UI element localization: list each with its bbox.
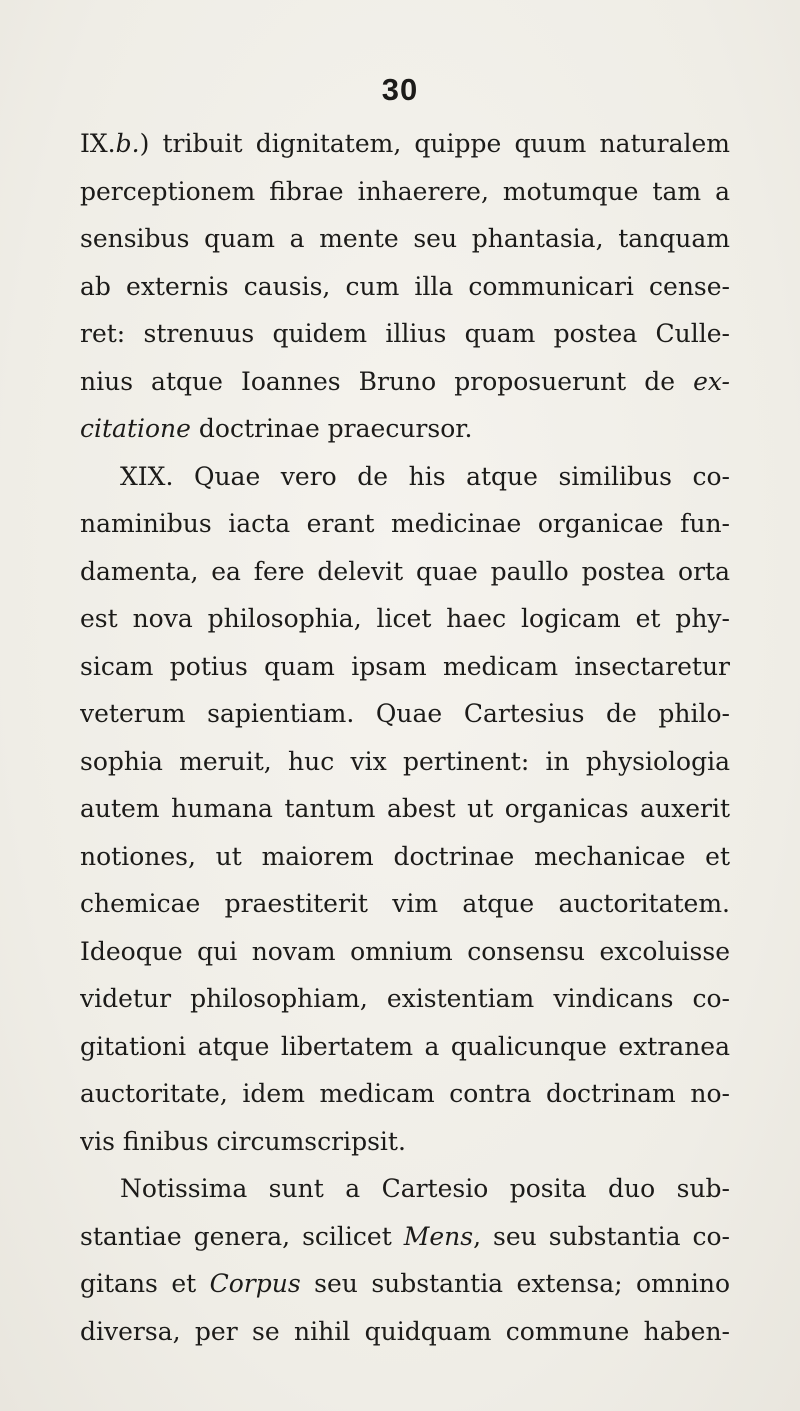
- text-line: [80, 500, 730, 548]
- text-run: chemicae praestiterit vim atque auctoritatem.: [80, 889, 730, 918]
- text-run: naminibus iacta erant medicinae organicae fun-: [80, 509, 730, 538]
- text-run: ret: strenuus quidem illius quam postea Culle-: [80, 319, 730, 348]
- text-line: [80, 215, 730, 263]
- text-line: [80, 975, 730, 1023]
- text-line: [80, 120, 730, 168]
- text-line: [80, 833, 730, 881]
- text-run: ab externis causis, cum illa communicari cense-: [80, 271, 730, 301]
- text-line: [80, 1023, 730, 1071]
- text-run: sensibus quam a mente seu phantasia, tanquam: [80, 224, 730, 253]
- body-text: [80, 120, 730, 1355]
- text-line: [80, 595, 730, 643]
- text-line: [80, 405, 730, 453]
- text-line: [80, 1070, 730, 1118]
- text-line: [80, 1260, 730, 1308]
- text-run: damenta, ea fere delevit quae paullo postea orta: [80, 556, 730, 586]
- text-run: XIX. Quae vero de his atque similibus co-: [120, 461, 730, 491]
- text-run: nius atque Ioannes Bruno proposuerunt de: [80, 366, 694, 396]
- text-run: gitans et: [80, 1269, 210, 1298]
- text-run: Ideoque qui novam omnium consensu excoluisse: [80, 936, 730, 966]
- text-run: doctrinae praecursor.: [190, 414, 473, 443]
- text-line: [80, 643, 730, 691]
- text-line: [80, 690, 730, 738]
- text-run: , seu substantia co-: [473, 1221, 730, 1251]
- italic-text: citatione: [80, 414, 191, 443]
- text-run: autem humana tantum abest ut organicas auxerit: [80, 794, 730, 823]
- italic-text: Mens: [403, 1221, 474, 1251]
- text-line: [80, 1308, 730, 1356]
- text-run: diversa, per se nihil quidquam commune haben-: [80, 1316, 730, 1346]
- text-run: IX.: [80, 129, 116, 158]
- text-line: [80, 738, 730, 786]
- text-line: [80, 928, 730, 976]
- text-line: [80, 453, 730, 501]
- text-line: [80, 168, 730, 216]
- text-run: stantiae genera, scilicet: [80, 1221, 404, 1251]
- text-line: [80, 263, 730, 311]
- text-line: [80, 1118, 730, 1166]
- text-run: ) tribuit dignitatem, quippe quum naturalem: [139, 129, 730, 158]
- italic-text: Corpus: [209, 1269, 301, 1298]
- page-number: 30: [381, 72, 419, 107]
- text-run: veterum sapientiam. Quae Cartesius de philo-: [80, 699, 730, 728]
- text-line: [80, 358, 730, 406]
- text-run: sicam potius quam ipsam medicam insectaretur: [80, 651, 730, 681]
- text-run: seu substantia extensa; omnino: [300, 1269, 730, 1298]
- italic-text: b.: [115, 129, 140, 158]
- text-run: auctoritate, idem medicam contra doctrinam no-: [80, 1079, 730, 1108]
- text-run: Notissima sunt a Cartesio posita duo sub-: [120, 1174, 730, 1203]
- text-run: vis finibus circumscripsit.: [80, 1126, 406, 1156]
- text-run: perceptionem fibrae inhaerere, motumque tam a: [80, 176, 730, 206]
- text-line: [80, 1165, 730, 1213]
- text-run: est nova philosophia, licet haec logicam et phy-: [80, 604, 730, 633]
- text-line: [80, 310, 730, 358]
- text-run: sophia meruit, huc vix pertinent: in physiologia: [80, 746, 730, 776]
- text-line: [80, 1213, 730, 1261]
- text-run: videtur philosophiam, existentiam vindicans co-: [80, 984, 730, 1013]
- text-run: notiones, ut maiorem doctrinae mechanicae et: [80, 841, 730, 871]
- text-run: gitationi atque libertatem a qualicunque extranea: [80, 1031, 730, 1061]
- text-line: [80, 880, 730, 928]
- italic-text: ex-: [693, 366, 730, 396]
- text-line: [80, 548, 730, 596]
- text-line: [80, 785, 730, 833]
